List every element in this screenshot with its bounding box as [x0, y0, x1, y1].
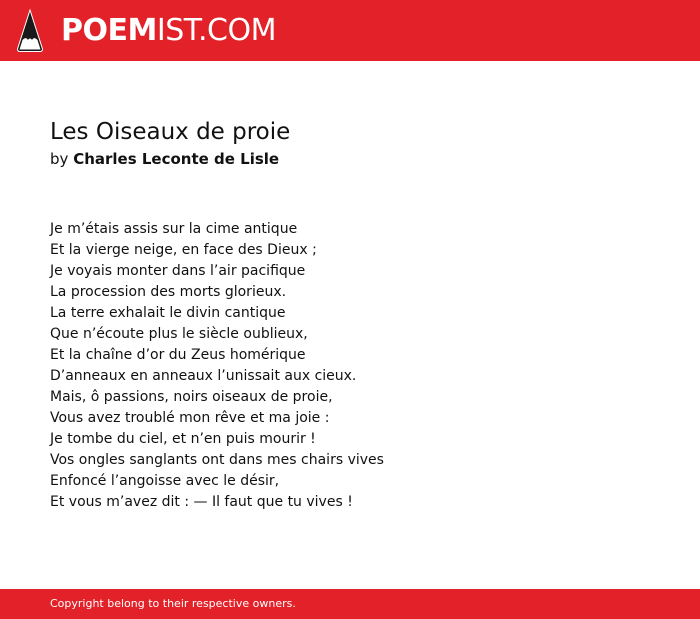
poem-line: La terre exhalait le divin cantique: [50, 305, 286, 321]
poem-line: D’anneaux en anneaux l’unissait aux cieux.: [50, 368, 357, 384]
poem-line: Que n’écoute plus le siècle oublieux,: [50, 326, 308, 342]
poem-author: Charles Leconte de Lisle: [73, 150, 280, 168]
poem-line: Je m’étais assis sur la cime antique: [50, 221, 298, 237]
poem-line: Je voyais monter dans l’air pacifique: [50, 263, 306, 279]
site-footer: [0, 589, 700, 619]
by-label: by: [50, 150, 69, 168]
poem-body: [50, 219, 670, 513]
poem-title: Les Oiseaux de proie: [50, 119, 291, 145]
poem-byline: [50, 149, 279, 169]
poem-line: Et vous m’avez dit : — Il faut que tu vives !: [50, 494, 353, 510]
footer-copyright: Copyright belong to their respective owners.: [50, 597, 296, 610]
poem-line: Vos ongles sanglants ont dans mes chairs vives: [50, 452, 384, 468]
logo-light-text: IST.COM: [156, 13, 276, 48]
site-logo[interactable]: [61, 13, 276, 49]
poem-line: Et la vierge neige, en face des Dieux ;: [50, 242, 317, 258]
poem-line: Enfoncé l’angoisse avec le désir,: [50, 473, 280, 489]
poem-line: Et la chaîne d’or du Zeus homérique: [50, 347, 306, 363]
site-header: [0, 0, 700, 61]
poem-line: Mais, ô passions, noirs oiseaux de proie,: [50, 389, 333, 405]
poem-line: La procession des morts glorieux.: [50, 284, 287, 300]
poem-line: Je tombe du ciel, et n’en puis mourir !: [50, 431, 316, 447]
logo-bold-text: POEM: [61, 13, 157, 48]
poem-line: Vous avez troublé mon rêve et ma joie :: [50, 410, 330, 426]
pencil-tip-icon: [17, 9, 43, 52]
